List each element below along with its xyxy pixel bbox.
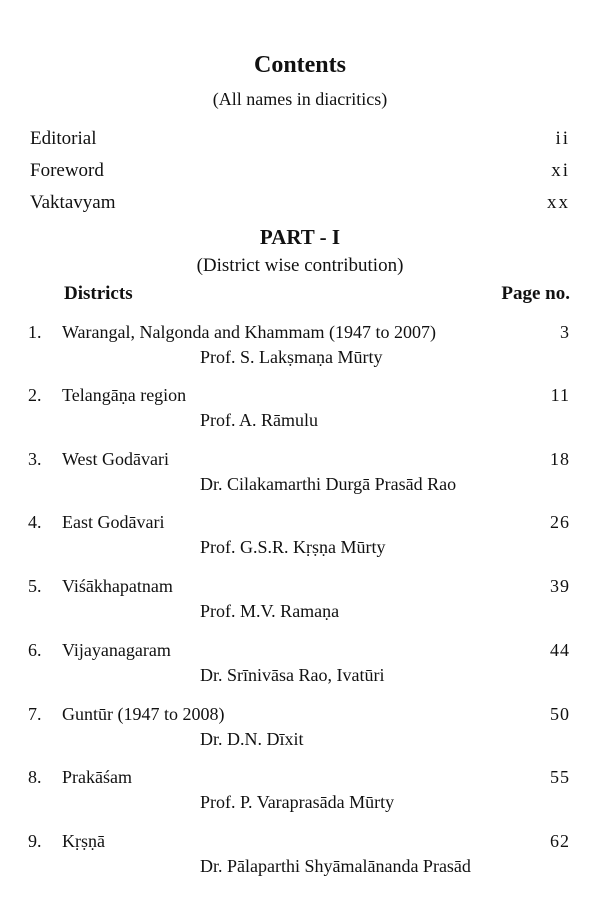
entry-author: Prof. M.V. Ramaṇa xyxy=(200,601,340,621)
contents-entry xyxy=(28,512,570,572)
entry-title: Warangal, Nalgonda and Khammam (1947 to 2007) xyxy=(62,322,436,342)
entry-title: East Godāvari xyxy=(62,512,165,532)
entry-page: 55 xyxy=(550,767,570,787)
contents-entry xyxy=(28,449,570,509)
entry-page: 44 xyxy=(550,640,570,660)
entry-author: Dr. Pālaparthi Shyāmalānanda Prasād xyxy=(200,856,471,876)
column-header-districts: Districts xyxy=(64,283,133,304)
entry-number: 2. xyxy=(28,385,42,405)
entry-page: 39 xyxy=(550,576,570,596)
entry-title: Vijayanagaram xyxy=(62,640,171,660)
front-matter-label: Editorial xyxy=(30,128,97,149)
entry-author: Prof. P. Varaprasāda Mūrty xyxy=(200,792,395,812)
entry-number: 1. xyxy=(28,322,42,342)
page-title: Contents xyxy=(253,52,346,78)
front-matter-page: ii xyxy=(555,128,570,149)
part-subtitle: (District wise contribution) xyxy=(196,255,404,276)
front-matter-label: Foreword xyxy=(30,160,104,181)
entry-title: Kṛṣṇā xyxy=(62,831,105,851)
part-title: PART - I xyxy=(259,225,341,249)
entry-author: Dr. Cilakamarthi Durgā Prasād Rao xyxy=(200,474,457,494)
entry-author: Prof. A. Rāmulu xyxy=(200,410,319,430)
entry-author: Dr. Srīnivāsa Rao, Ivatūri xyxy=(200,665,385,685)
entry-title: Guntūr (1947 to 2008) xyxy=(62,704,225,724)
entry-title: West Godāvari xyxy=(62,449,170,469)
contents-entry xyxy=(28,640,570,700)
entry-number: 6. xyxy=(28,640,42,660)
contents-entry xyxy=(28,576,570,636)
entry-number: 8. xyxy=(28,767,42,787)
entry-page: 11 xyxy=(550,385,570,405)
entry-number: 3. xyxy=(28,449,42,469)
entry-page: 3 xyxy=(560,322,570,342)
entry-page: 50 xyxy=(550,704,570,724)
entry-number: 5. xyxy=(28,576,42,596)
entry-number: 7. xyxy=(28,704,42,724)
contents-entry xyxy=(28,385,570,445)
contents-entry xyxy=(28,322,570,382)
entry-page: 18 xyxy=(550,449,570,469)
entry-title: Telangāṇa region xyxy=(62,385,187,405)
entry-page: 62 xyxy=(550,831,570,851)
front-matter-page: xi xyxy=(551,160,570,181)
entry-title: Prakāśam xyxy=(62,767,132,787)
front-matter-page: xx xyxy=(547,192,570,213)
contents-entry xyxy=(28,767,570,827)
entry-title: Viśākhapatnam xyxy=(62,576,173,596)
entry-author: Dr. D.N. Dīxit xyxy=(200,729,304,749)
page-subtitle: (All names in diacritics) xyxy=(212,89,388,109)
entry-page: 26 xyxy=(550,512,570,532)
entry-author: Prof. G.S.R. Kṛṣṇa Mūrty xyxy=(200,537,386,557)
entry-number: 4. xyxy=(28,512,42,532)
entry-author: Prof. S. Lakṣmaṇa Mūrty xyxy=(200,347,383,367)
entry-number: 9. xyxy=(28,831,42,851)
contents-entry xyxy=(28,704,570,764)
contents-entry xyxy=(28,831,570,891)
front-matter-label: Vaktavyam xyxy=(30,192,116,213)
column-header-page: Page no. xyxy=(501,283,570,304)
